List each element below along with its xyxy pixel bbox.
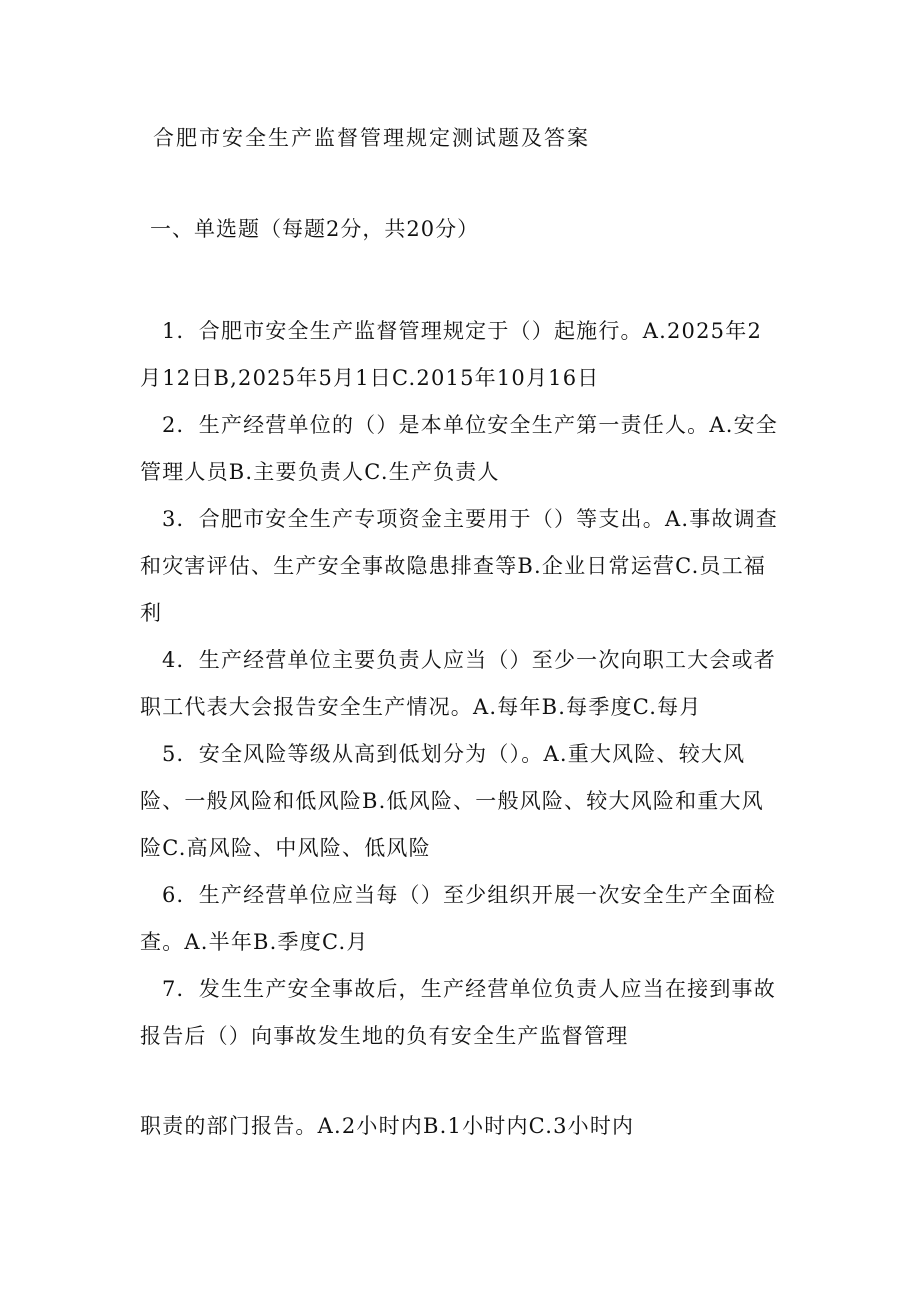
question-5: 5．安全风险等级从高到低划分为（）。A.重大风险、较大风险、一般风险和低风险B.低风险、一般风险、较大风险和重大风险C.高风险、中风险、低风险 [140,742,764,860]
question-7: 7．发生生产安全事故后，生产经营单位负责人应当在接到事故报告后（）向事故发生地的负有安全生产监督管理 [140,977,776,1048]
question-4: 4．生产经营单位主要负责人应当（）至少一次向职工大会或者职工代表大会报告安全生产情况。A.每年B.每季度C.每月 [140,648,776,719]
section-heading: 一、单选题（每题2分，共20分） [150,217,480,241]
question-1: 1．合肥市安全生产监督管理规定于（）起施行。A.2025年2月12日B,2025年5月1日C.2015年10月16日 [140,319,763,390]
document-title: 合肥市安全生产监督管理规定测试题及答案 [153,126,590,150]
question-list [140,308,782,1060]
question-6: 6．生产经营单位应当每（）至少组织开展一次安全生产全面检查。A.半年B.季度C.月 [140,883,776,954]
question-2: 2．生产经营单位的（）是本单位安全生产第一责任人。A.安全管理人员B.主要负责人C.生产负责人 [140,413,778,484]
question-3: 3．合肥市安全生产专项资金主要用于（）等支出。A.事故调查和灾害评估、生产安全事故隐患排查等B.企业日常运营C.员工福利 [140,507,778,625]
question-7-continuation: 职责的部门报告。A.2小时内B.1小时内C.3小时内 [140,1114,635,1138]
